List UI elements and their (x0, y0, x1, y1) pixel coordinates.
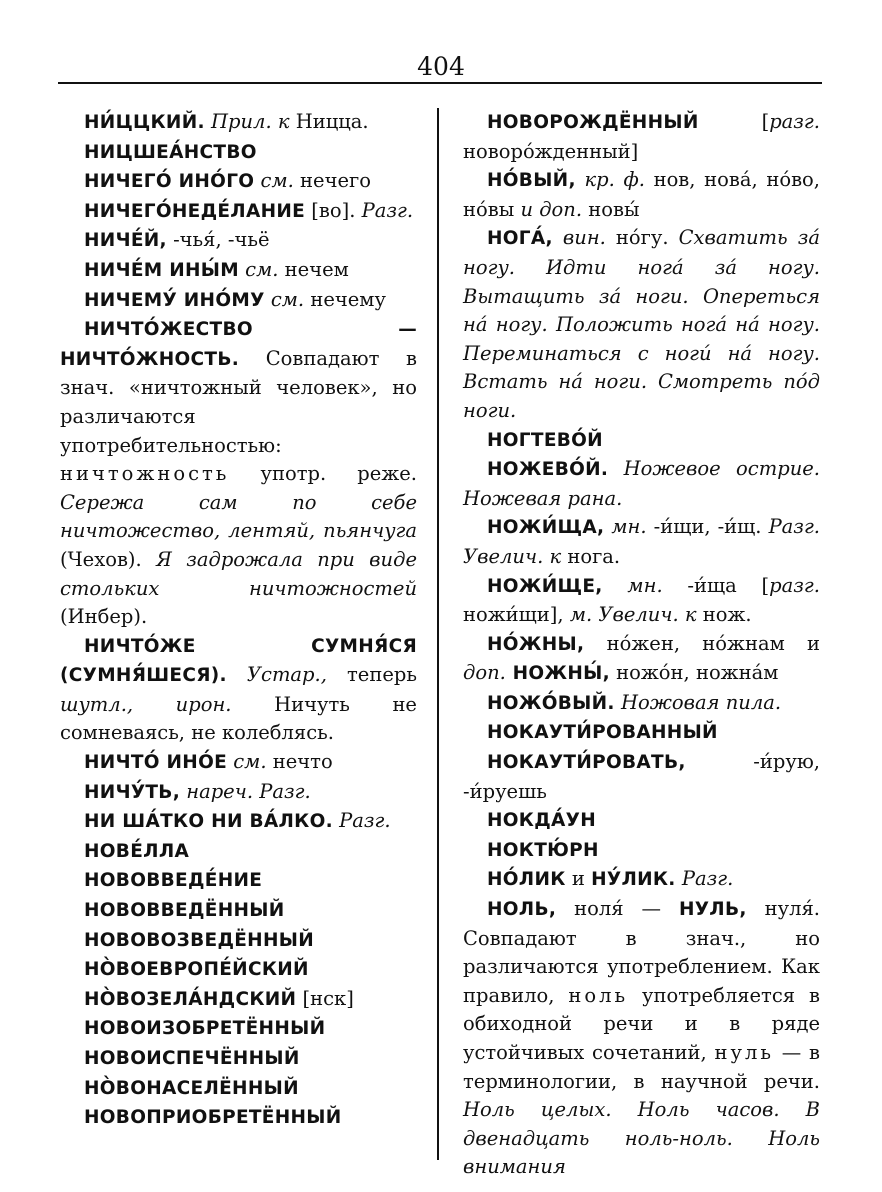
entry-text: Ницца. (289, 110, 369, 133)
headword: НИЦШЕА́НСТВО (84, 141, 257, 163)
entry-text: нечего (293, 169, 371, 193)
headword: НОЖИ́ЩЕ, (487, 575, 603, 597)
entry-text: новы́ (582, 197, 640, 221)
italic-text: см. (238, 257, 279, 281)
entry-text: нечем (278, 257, 349, 281)
header-rule (58, 82, 822, 84)
dictionary-entry (60, 837, 417, 867)
entry-text: -и́рую, -и́руешь (463, 750, 820, 803)
headword: НОВОИЗОБРЕТЁННЫЙ (84, 1018, 326, 1040)
dictionary-entry (60, 1044, 417, 1074)
italic-text: Разг. (361, 198, 414, 222)
dictionary-entry (60, 286, 417, 316)
headword: НИЧЕГО́ ИНО́ГО (84, 171, 255, 193)
headword: НОКТЮ́РН (487, 839, 599, 861)
italic-text: Ножовая пила. (614, 690, 782, 714)
entry-text: ноль (568, 983, 629, 1007)
dictionary-entry (60, 1103, 417, 1133)
entry-text: теперь (326, 663, 417, 687)
dictionary-entry (463, 630, 820, 689)
headword: НИЧЕМУ́ ИНО́МУ (84, 289, 265, 311)
headword: НОВОРОЖДЁННЫЙ (487, 112, 699, 133)
entry-text: нов, нова́, но́во, но́вы (463, 168, 820, 221)
dictionary-entry (60, 108, 417, 138)
entry-text: новоро́жденный] (463, 139, 639, 163)
italic-text: кр. ф. (575, 168, 645, 192)
entry-text: ножи́щи], (463, 603, 570, 627)
right-column (463, 108, 820, 1182)
dictionary-entry (463, 806, 820, 836)
left-column (60, 108, 417, 1133)
dictionary-entry (60, 866, 417, 896)
italic-text: доп. (463, 661, 506, 685)
dictionary-entry (463, 224, 820, 425)
headword: НО́ЛИК (487, 869, 566, 891)
headword: НИ ША́ТКО НИ ВА́ЛКО. (84, 811, 333, 833)
italic-text: мн. (602, 573, 663, 597)
headword: НОЖО́ВЫЙ. (487, 692, 615, 714)
entry-text: Совпадают в знач. «ничтожный человек», но различаются употребительностью: (60, 346, 417, 457)
headword: НОЛЬ, (487, 899, 557, 921)
headword: НОВОВВЕДЕ́НИЕ (84, 870, 263, 892)
dictionary-entry (463, 455, 820, 513)
entry-text: -и́ща [ (662, 573, 770, 597)
entry-text: ножо́н, ножна́м (609, 661, 779, 685)
entry-text: [ (698, 110, 770, 133)
headword: НИ́ЦЦКИЙ. (84, 112, 205, 133)
headword: НУЛЬ, (678, 899, 747, 921)
column-divider (437, 108, 439, 1160)
dictionary-entry (463, 689, 820, 719)
page-number: 404 (417, 52, 465, 81)
dictionary-entry (463, 166, 820, 224)
dictionary-entry (60, 167, 417, 197)
dictionary-entry (60, 197, 417, 227)
headword: НОГА́, (487, 228, 553, 250)
italic-text: Разг. (675, 867, 734, 891)
headword: НОЖНЫ́, (505, 663, 610, 685)
dictionary-entry (60, 778, 417, 808)
entry-text: нуля́. Совпадают в знач., но различаются употреблением. Как правило, (463, 897, 820, 1007)
entry-text: но́жен, но́жнам и (584, 631, 820, 655)
dictionary-entry (60, 315, 417, 632)
headword: НИЧЕ́М ИНЫ́М (84, 259, 239, 281)
entry-text: [нск] (296, 986, 354, 1010)
italic-text: разг. (769, 573, 820, 597)
italic-text: шутл., ирон. (60, 692, 232, 716)
italic-text: Ноль целых. Ноль часов. В двенадцать ноль-ноль. Ноль внимания (463, 1098, 820, 1179)
dictionary-entry (463, 836, 820, 866)
dictionary-entry (463, 865, 820, 895)
headword: НОВОИСПЕЧЁННЫЙ (84, 1048, 300, 1069)
dictionary-entry (60, 807, 417, 837)
entry-text: употребляется в обиходной речи и в ряде устойчивых сочетаний, (463, 983, 820, 1064)
entry-text: ничтожность (60, 462, 230, 486)
headword: НО̀ВОЕВРОПЕ́ЙСКИЙ (84, 959, 309, 981)
italic-text: Сережа сам по себе ничтожество, лентяй, пьянчуга (60, 490, 417, 543)
italic-text: разг. (769, 110, 820, 133)
italic-text: Устар., (226, 663, 327, 687)
headword: НИЧТО́ЖЕСТВО — НИЧТО́ЖНОСТЬ. (60, 319, 417, 370)
dictionary-entry (60, 955, 417, 985)
dictionary-entry (60, 632, 417, 748)
entry-text: и (565, 867, 592, 891)
headword: НО̀ВОНАСЕЛЁННЫЙ (84, 1077, 299, 1099)
italic-text: и доп. (520, 197, 583, 221)
dictionary-entry (463, 718, 820, 748)
italic-text: Ножевое острие. Ножевая рана. (463, 457, 820, 510)
entry-text: (Инбер). (60, 605, 148, 629)
italic-text: Я задрожала при виде стольких ничтожностей (60, 547, 417, 600)
headword: НОКАУТИ́РОВАТЬ, (487, 752, 686, 774)
italic-text: Прил. к (204, 110, 290, 133)
entry-text: — в терминологии, в научной речи. (463, 1041, 820, 1093)
headword: НОВОВВЕДЁННЫЙ (84, 900, 285, 922)
italic-text: см. (254, 169, 294, 193)
dictionary-entry (463, 748, 820, 806)
italic-text: Разг. Увелич. к (463, 515, 820, 568)
italic-text: см. (227, 750, 267, 774)
headword: НУ́ЛИК. (591, 869, 676, 891)
headword: НИЧЕ́Й, (84, 230, 167, 252)
dictionary-entry (463, 426, 820, 456)
dictionary-entry (60, 748, 417, 778)
italic-text: м. Увелич. к (569, 603, 697, 627)
italic-text: Схватить за́ ногу. Идти нога́ за́ ногу. Вытащить за́ ноги. Опереться на́ ногу. Положить нога́ на́ ногу. Переминаться с ноги́ на́ ногу. Встать на́ ноги. Смотреть по́д ноги. (463, 226, 820, 422)
headword: НОГТЕВО́Й (487, 429, 603, 451)
dictionary-entry (463, 108, 820, 166)
dictionary-entry (463, 895, 820, 1182)
headword: НОВОВОЗВЕДЁННЫЙ (84, 929, 314, 951)
dictionary-entry (60, 1014, 417, 1044)
entry-text: ноля́ — (556, 897, 679, 921)
dictionary-entry (60, 256, 417, 286)
headword: НИЧЕГО́НЕДЕ́ЛАНИЕ (84, 200, 306, 222)
headword: НО́ВЫЙ, (487, 170, 576, 192)
entry-text: [во]. (305, 198, 362, 222)
italic-text: нареч. Разг. (180, 779, 311, 803)
dictionary-entry (60, 896, 417, 926)
entry-text: нечто (266, 750, 333, 774)
headword: НО̀ВОЗЕЛА́НДСКИЙ (84, 988, 297, 1010)
dictionary-entry (60, 226, 417, 256)
entry-text: -чья́, -чьё (166, 228, 270, 252)
entry-text: нуль (714, 1041, 774, 1064)
dictionary-entry (463, 572, 820, 630)
dictionary-entry (463, 513, 820, 571)
headword: НОВЕ́ЛЛА (84, 840, 190, 862)
headword: НО́ЖНЫ, (487, 633, 585, 655)
entry-text: нога. (561, 544, 621, 568)
headword: НИЧУ́ТЬ, (84, 781, 181, 803)
headword: НОВОПРИОБРЕТЁННЫЙ (84, 1107, 342, 1129)
italic-text: Разг. (332, 809, 391, 833)
dictionary-entry (60, 985, 417, 1015)
headword: НОКДА́УН (487, 810, 596, 832)
italic-text: мн. (604, 515, 647, 539)
entry-text: Ничуть не сомневаясь, не колеблясь. (60, 692, 417, 745)
dictionary-entry (60, 926, 417, 956)
headword: НОКАУТИ́РОВАННЫЙ (487, 722, 718, 744)
italic-text: вин. (552, 226, 606, 250)
headword: НОЖЕВО́Й. (487, 459, 609, 481)
dictionary-entry (60, 1074, 417, 1104)
entry-text: но́гу. (605, 226, 679, 250)
entry-text: -и́щи, -и́щ. (646, 515, 769, 539)
entry-text: (Чехов). (60, 547, 157, 571)
entry-text: нечему (304, 287, 386, 311)
dictionary-entry (60, 138, 417, 168)
entry-text: нож. (696, 603, 752, 627)
entry-text: употр. реже. (229, 462, 417, 486)
headword: НИЧТО́ ИНО́Е (84, 752, 228, 774)
italic-text: см. (264, 287, 305, 311)
headword: НИЧТО́ЖЕ СУМНЯ́СЯ (СУМНЯ́ШЕСЯ). (60, 635, 417, 687)
headword: НОЖИ́ЩА, (487, 517, 605, 539)
